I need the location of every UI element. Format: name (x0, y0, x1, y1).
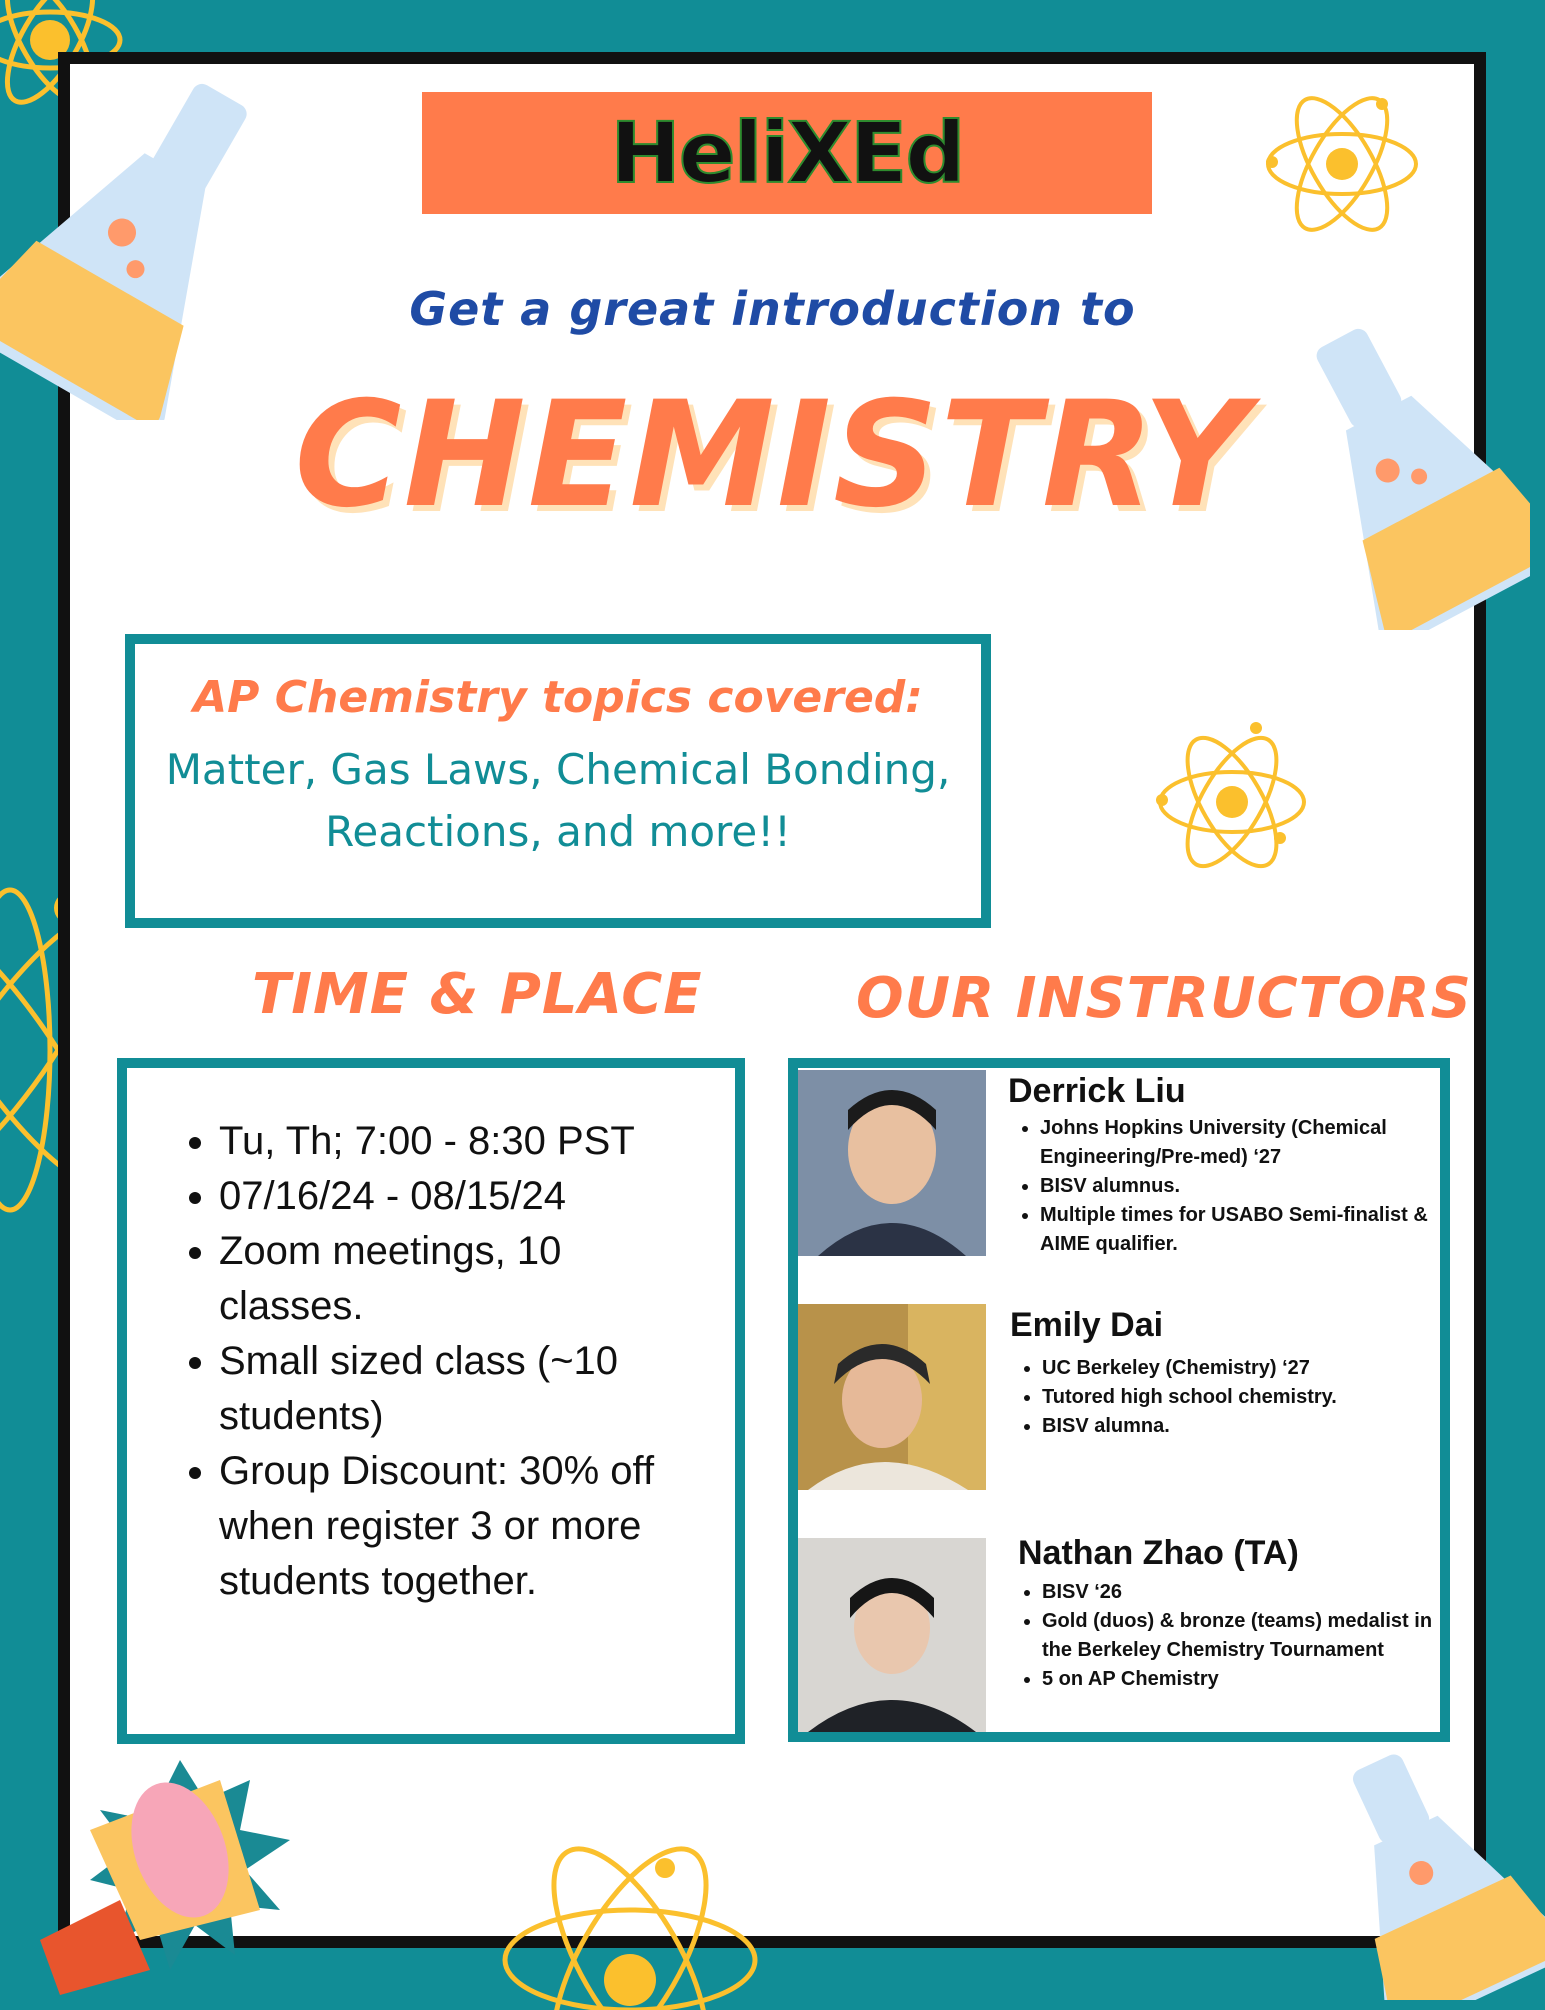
instructor-name: Derrick Liu (1008, 1072, 1186, 1110)
instructor-photo (798, 1070, 986, 1256)
list-item: • UC Berkeley (Chemistry) ‘27 (1042, 1354, 1452, 1383)
topics-box (125, 634, 991, 928)
list-item: • 5 on AP Chemistry (1042, 1665, 1452, 1694)
instructor-bullets (1008, 1354, 1452, 1441)
instructor-bullets (1008, 1578, 1452, 1694)
time-place-list (127, 1068, 735, 1609)
list-item: • Group Discount: 30% off when register 3 or more students together. (219, 1444, 715, 1609)
list-item: • BISV alumnus. (1040, 1172, 1450, 1201)
list-item: • BISV ‘26 (1042, 1578, 1452, 1607)
topics-line: Reactions, and more!! (325, 807, 791, 856)
instructor-card (798, 1068, 1440, 1268)
time-place-box (117, 1058, 745, 1744)
instructor-name: Nathan Zhao (TA) (1018, 1534, 1299, 1572)
list-item: • Tutored high school chemistry. (1042, 1383, 1452, 1412)
list-item: • Tu, Th; 7:00 - 8:30 PST (219, 1114, 715, 1169)
flask-icon (1310, 1740, 1545, 2000)
atom-icon (1152, 722, 1312, 882)
instructor-photo (798, 1538, 986, 1732)
list-item: • Zoom meetings, 10 classes. (219, 1224, 715, 1334)
topics-title: AP Chemistry topics covered: (193, 672, 923, 723)
instructor-photo (798, 1304, 986, 1490)
topics-body (135, 739, 981, 863)
list-item: • Gold (duos) & bronze (teams) medalist in the Berkeley Chemistry Tournament (1042, 1607, 1452, 1665)
list-item: • Small sized class (~10 students) (219, 1334, 715, 1444)
time-place-heading: TIME & PLACE (252, 962, 703, 1027)
logo-banner (422, 92, 1152, 214)
list-item: • 07/16/24 - 08/15/24 (219, 1169, 715, 1224)
list-item: • Multiple times for USABO Semi-finalist & AIME qualifier. (1040, 1201, 1450, 1259)
tagline: Get a great introduction to (409, 282, 1136, 336)
headline: CHEMISTRY (294, 370, 1251, 540)
instructor-card (798, 1534, 1440, 1738)
instructor-bullets (1006, 1114, 1450, 1259)
megaphone-icon (30, 1740, 310, 2000)
topics-line: Matter, Gas Laws, Chemical Bonding, (165, 745, 951, 794)
atom-icon (500, 1840, 760, 2010)
list-item: • Johns Hopkins University (Chemical Engineering/Pre-med) ‘27 (1040, 1114, 1450, 1172)
flask-icon (0, 60, 270, 420)
atom-icon (1262, 84, 1422, 244)
list-item: • BISV alumna. (1042, 1412, 1452, 1441)
instructors-heading: OUR INSTRUCTORS (856, 966, 1472, 1031)
instructor-name: Emily Dai (1010, 1306, 1164, 1344)
instructor-card (798, 1304, 1440, 1504)
instructors-box (788, 1058, 1450, 1742)
brand-logo: HeliXEd (610, 104, 964, 202)
